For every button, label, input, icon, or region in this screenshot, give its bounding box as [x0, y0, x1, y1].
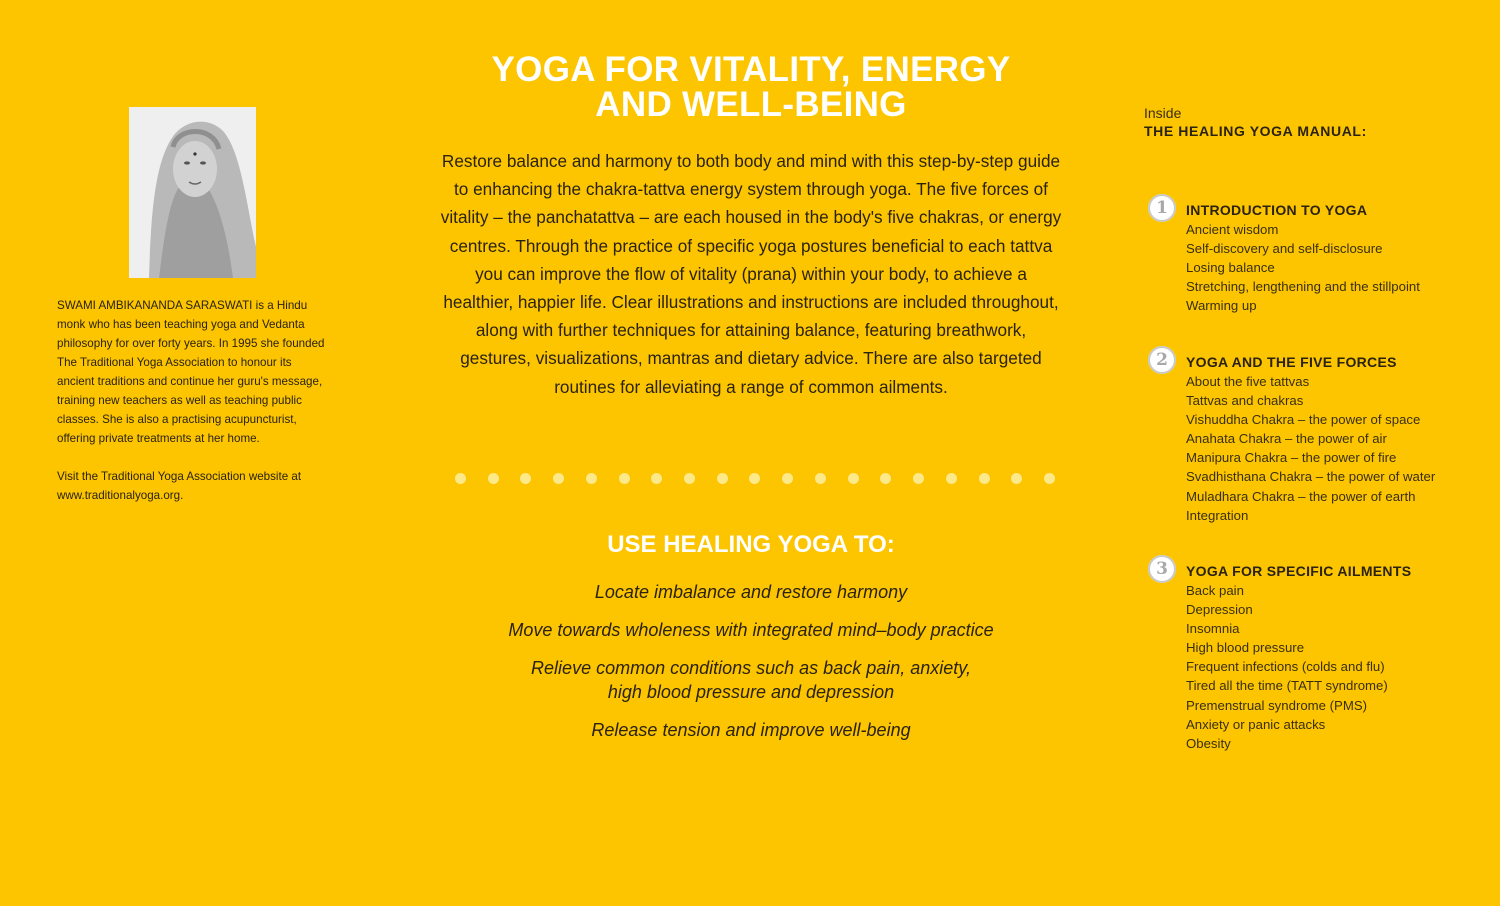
- inside-label: Inside: [1144, 105, 1182, 121]
- list-item: Vishuddha Chakra – the power of space: [1186, 412, 1421, 428]
- list-item: Self-discovery and self-disclosure: [1186, 241, 1383, 257]
- divider-dot: [488, 473, 499, 484]
- benefit-item: Release tension and improve well-being: [591, 720, 911, 740]
- intro-paragraph: Restore balance and harmony to both body and mind with this step-by-step guide to enhancing the chakra-tattva energy system through yoga. The five forces of vitality – the panchatattva – are each housed in the body's five chakras, or energy centres. Through the practice of specific yoga postures beneficial to each tattva you can improve the flow of vitality (prana) within your body, to achieve a healthier, happier life. Clear illustrations and instructions are included throughout, along with further techniques for attaining balance, featuring breathwork, gestures, visualizations, mantras and dietary advice. There are also targeted routines for alleviating a range of common ailments.: [440, 151, 1062, 397]
- divider-dot: [848, 473, 859, 484]
- section-number-badge: 1: [1148, 194, 1176, 222]
- divider-dot: [880, 473, 891, 484]
- divider-dot: [455, 473, 466, 484]
- website-note: Visit the Traditional Yoga Association website at www.traditionalyoga.org.: [57, 470, 302, 502]
- divider-dot: [979, 473, 990, 484]
- list-item: Anxiety or panic attacks: [1186, 716, 1326, 732]
- bio-text: SWAMI AMBIKANANDA SARASWATI is a Hindu monk who has been teaching yoga and Vedanta philosophy for over forty years. In 1995 she founded The Traditional Yoga Association to honour its ancient traditions and continue her guru's message, training new teachers as well as teaching public classes. She is also a practising acupuncturist, offering private treatments at her home.: [57, 299, 325, 445]
- list-item: Losing balance: [1186, 260, 1275, 276]
- section-items: [1186, 372, 1484, 525]
- section-items: [1186, 220, 1484, 315]
- contents-section-1: [1144, 198, 1484, 315]
- divider-dot: [946, 473, 957, 484]
- contents-section-3: [1144, 559, 1484, 753]
- benefit-item: Locate imbalance and restore harmony: [594, 582, 908, 602]
- list-item: Muladhara Chakra – the power of earth: [1186, 488, 1416, 504]
- list-item: Svadhisthana Chakra – the power of water: [1186, 469, 1436, 485]
- benefit-item: Move towards wholeness with integrated mind–body practice: [508, 620, 994, 640]
- divider-dot: [1044, 473, 1055, 484]
- divider-dot: [749, 473, 760, 484]
- list-item: Insomnia: [1186, 621, 1240, 637]
- title-line-1: YOGA FOR VITALITY, ENERGY: [491, 50, 1011, 89]
- author-photo-illustration: [129, 107, 256, 278]
- list-item: Stretching, lengthening and the stillpoint: [1186, 279, 1420, 295]
- author-bio: [57, 296, 327, 505]
- benefits-list: [440, 580, 1062, 756]
- section-number-badge: 3: [1148, 555, 1176, 583]
- section-items: [1186, 581, 1484, 753]
- manual-title: THE HEALING YOGA MANUAL:: [1144, 123, 1367, 139]
- list-item: Depression: [1186, 602, 1253, 618]
- list-item: Back pain: [1186, 583, 1244, 598]
- divider-dot: [1011, 473, 1022, 484]
- contents-section-2: [1144, 350, 1484, 525]
- list-item: Obesity: [1186, 735, 1231, 751]
- list-item: Ancient wisdom: [1186, 222, 1279, 237]
- benefit-item-continued: high blood pressure and depression: [607, 682, 895, 702]
- title-line-2: AND WELL-BEING: [595, 85, 907, 124]
- section-number-badge: 2: [1148, 346, 1176, 374]
- divider-dot: [913, 473, 924, 484]
- list-item: Integration: [1186, 507, 1249, 523]
- list-item: Warming up: [1186, 298, 1257, 314]
- use-heading: USE HEALING YOGA TO:: [607, 531, 895, 558]
- divider-dot: [553, 473, 564, 484]
- benefit-item: Relieve common conditions such as back pain, anxiety,: [531, 658, 971, 678]
- divider-dot: [619, 473, 630, 484]
- divider-dot: [717, 473, 728, 484]
- divider-dot: [520, 473, 531, 484]
- dotted-divider: [455, 473, 1055, 485]
- divider-dot: [782, 473, 793, 484]
- list-item: About the five tattvas: [1186, 374, 1310, 389]
- page-title: [400, 52, 1102, 122]
- author-column: [57, 107, 327, 524]
- list-item: Tattvas and chakras: [1186, 393, 1304, 409]
- divider-dot: [586, 473, 597, 484]
- section-title: INTRODUCTION TO YOGA: [1186, 202, 1368, 218]
- list-item: Tired all the time (TATT syndrome): [1186, 678, 1388, 694]
- section-title: YOGA AND THE FIVE FORCES: [1186, 354, 1397, 370]
- divider-dot: [651, 473, 662, 484]
- section-title: YOGA FOR SPECIFIC AILMENTS: [1186, 563, 1412, 579]
- list-item: High blood pressure: [1186, 640, 1305, 656]
- contents-column: [1144, 104, 1484, 751]
- divider-dot: [815, 473, 826, 484]
- author-portrait: [129, 107, 256, 278]
- list-item: Premenstrual syndrome (PMS): [1186, 697, 1368, 713]
- list-item: Frequent infections (colds and flu): [1186, 659, 1385, 675]
- list-item: Anahata Chakra – the power of air: [1186, 431, 1387, 447]
- list-item: Manipura Chakra – the power of fire: [1186, 450, 1397, 466]
- divider-dot: [684, 473, 695, 484]
